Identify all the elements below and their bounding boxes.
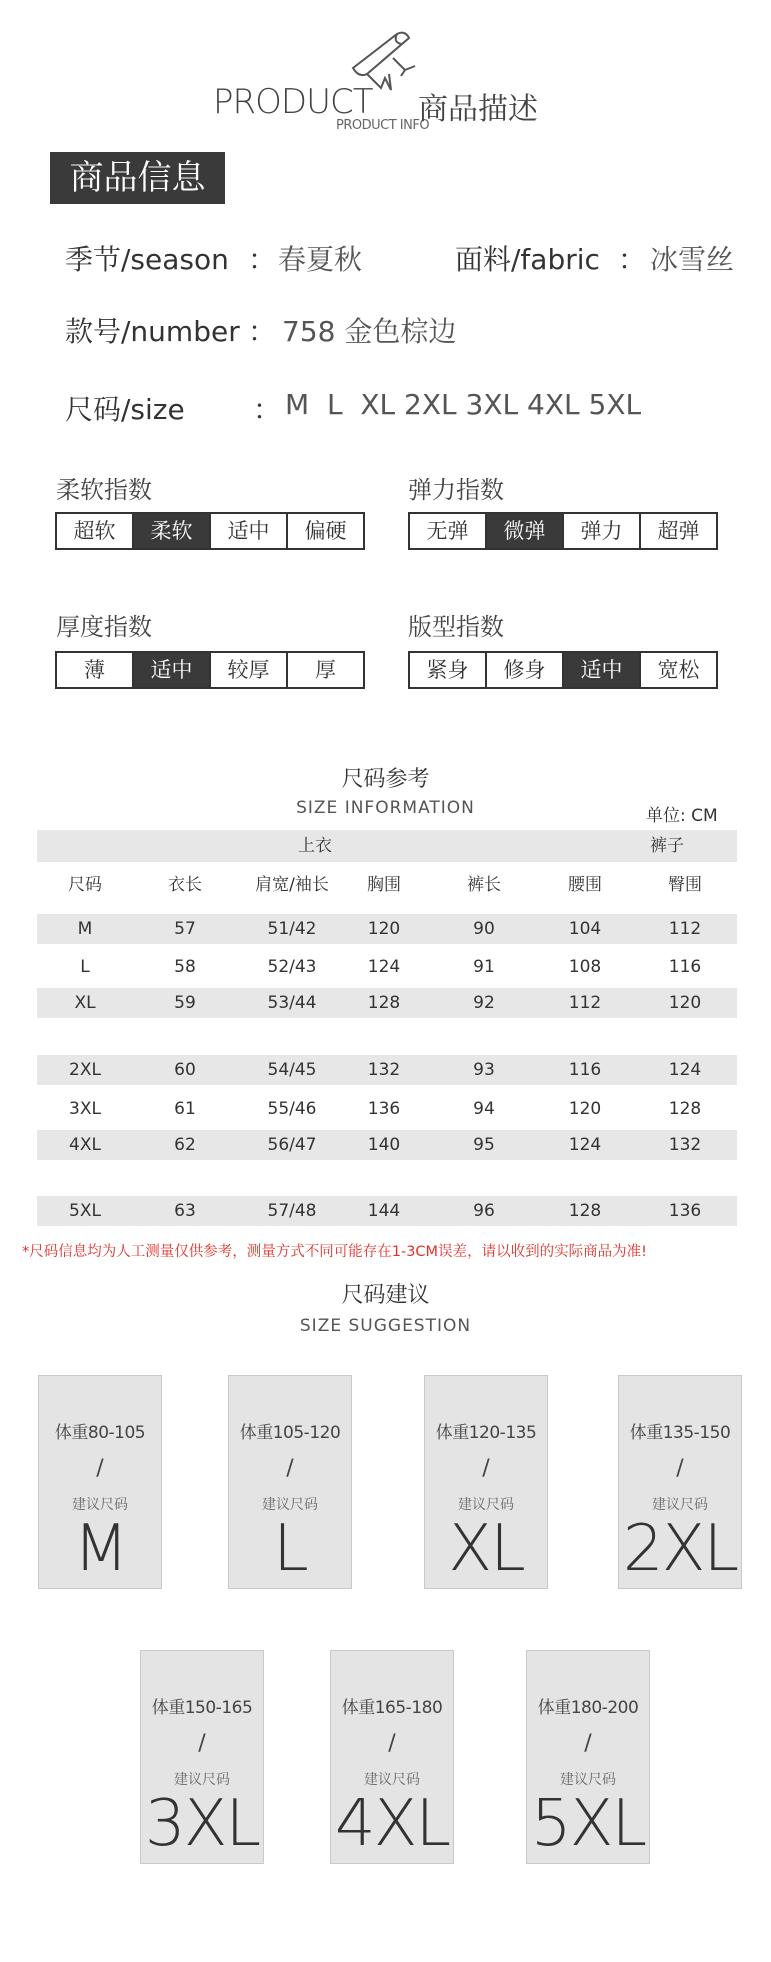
table-cell: 95 [473, 1135, 495, 1155]
card-suggest-label: 建议尺码 [560, 1772, 616, 1788]
table-cell: 93 [473, 1060, 495, 1080]
card-weight: 体重120-135 [435, 1423, 537, 1443]
group-top-label: 上衣 [298, 836, 332, 856]
table-row [37, 1130, 737, 1160]
card-suggest-label: 建议尺码 [174, 1772, 230, 1788]
card-weight: 体重165-180 [341, 1698, 443, 1718]
table-cell: 96 [473, 1201, 495, 1221]
size-table-title: 尺码参考 [341, 767, 430, 792]
thickness-title: 厚度指数 [56, 613, 152, 641]
season-colon: ： [248, 243, 277, 276]
table-row [37, 1055, 737, 1085]
size-card [38, 1375, 162, 1589]
thickness-option: 较厚 [211, 653, 288, 687]
table-cell: 128 [568, 1201, 602, 1221]
number-label: 款号/number [65, 315, 240, 348]
size-card [526, 1650, 650, 1864]
column-header: 尺码 [68, 875, 102, 895]
table-cell: 112 [568, 993, 602, 1013]
table-cell: 59 [174, 993, 196, 1013]
card-weight: 体重180-200 [537, 1698, 639, 1718]
table-cell: 128 [367, 993, 401, 1013]
column-header: 臀围 [668, 875, 702, 895]
fit-title: 版型指数 [408, 613, 504, 641]
table-cell: 4XL [69, 1135, 101, 1155]
table-cell: 2XL [69, 1060, 101, 1080]
column-header: 腰围 [568, 875, 602, 895]
season-label: 季节/season [65, 243, 229, 276]
card-suggest-label: 建议尺码 [652, 1497, 708, 1513]
table-cell: 58 [174, 957, 196, 977]
elasticity-option: 超弹 [657, 519, 700, 543]
table-cell: 108 [568, 957, 602, 977]
fit-option-selected: 适中 [564, 653, 641, 687]
card-suggest-label: 建议尺码 [458, 1497, 514, 1513]
size-card [424, 1375, 548, 1589]
table-cell: 5XL [69, 1201, 101, 1221]
size-card [140, 1650, 264, 1864]
table-cell: 124 [367, 957, 401, 977]
table-cell: 120 [668, 993, 702, 1013]
card-size: 5XL [530, 1787, 646, 1861]
number-colon: ： [248, 315, 277, 348]
size-label: 尺码/size [65, 393, 185, 426]
card-slash: / [584, 1731, 592, 1756]
table-row [37, 1094, 737, 1124]
table-cell: 62 [174, 1135, 196, 1155]
fit-option: 修身 [487, 653, 564, 687]
thickness-option: 薄 [57, 653, 134, 687]
table-row [37, 952, 737, 982]
table-cell: 128 [668, 1099, 702, 1119]
table-row [37, 1196, 737, 1226]
card-size: XL [448, 1512, 524, 1586]
table-cell: 136 [668, 1201, 702, 1221]
table-cell: 60 [174, 1060, 196, 1080]
table-group-header [37, 830, 737, 862]
card-slash: / [388, 1731, 396, 1756]
fit-option: 宽松 [657, 658, 700, 682]
table-cell: M [77, 919, 93, 939]
number-value: 758 金色棕边 [282, 315, 457, 348]
size-table-unit: 单位: CM [646, 806, 718, 826]
table-cell: 90 [473, 919, 495, 939]
table-cell: 124 [668, 1060, 702, 1080]
card-suggest-label: 建议尺码 [262, 1497, 318, 1513]
size-colon: ： [253, 393, 282, 426]
size-card [618, 1375, 742, 1589]
card-suggest-label: 建议尺码 [364, 1772, 420, 1788]
group-bottom-label: 裤子 [650, 836, 684, 856]
table-cell: 51/42 [267, 919, 317, 939]
table-cell: 3XL [69, 1099, 101, 1119]
card-size: 4XL [334, 1787, 450, 1861]
table-cell: 124 [568, 1135, 602, 1155]
softness-option: 超软 [57, 514, 134, 548]
table-cell: 136 [367, 1099, 401, 1119]
card-weight: 体重105-120 [239, 1423, 341, 1443]
table-cell: 132 [367, 1060, 401, 1080]
table-cell: 120 [367, 919, 401, 939]
table-cell: L [80, 957, 90, 977]
column-header: 衣长 [168, 875, 202, 895]
section-tag-product-info: 商品信息 [50, 152, 225, 204]
table-cell: 116 [568, 1060, 602, 1080]
size-card [330, 1650, 454, 1864]
header-product-info: PRODUCT INFO [336, 118, 430, 133]
column-header: 胸围 [367, 875, 401, 895]
card-slash: / [676, 1456, 684, 1481]
elasticity-option-selected: 微弹 [487, 514, 564, 548]
elasticity-option: 无弹 [410, 514, 487, 548]
column-header: 裤长 [467, 875, 501, 895]
softness-option: 适中 [211, 514, 288, 548]
size-card [228, 1375, 352, 1589]
table-column-header [37, 870, 737, 900]
size-table-subtitle: SIZE INFORMATION [296, 798, 475, 818]
elasticity-scale [408, 512, 718, 550]
table-cell: 132 [668, 1135, 702, 1155]
table-cell: 57 [174, 919, 196, 939]
suggestion-subtitle: SIZE SUGGESTION [299, 1316, 472, 1336]
table-cell: 61 [174, 1099, 196, 1119]
softness-title: 柔软指数 [56, 476, 152, 504]
elasticity-title: 弹力指数 [408, 476, 504, 504]
thickness-scale [55, 651, 365, 689]
table-cell: 63 [174, 1201, 196, 1221]
thickness-option: 厚 [315, 658, 336, 682]
table-cell: 94 [473, 1099, 495, 1119]
fit-scale [408, 651, 718, 689]
table-cell: 91 [473, 957, 495, 977]
table-cell: XL [74, 993, 96, 1013]
table-cell: 53/44 [267, 993, 317, 1013]
measurement-note: *尺码信息均为人工测量仅供参考，测量方式不同可能存在1-3CM误差，请以收到的实际商品为准! [22, 1244, 647, 1260]
fit-option: 紧身 [410, 653, 487, 687]
table-cell: 52/43 [267, 957, 317, 977]
fabric-label: 面料/fabric [455, 243, 600, 276]
fabric-colon: ： [618, 243, 647, 276]
card-size: 2XL [622, 1512, 738, 1586]
table-cell: 57/48 [267, 1201, 317, 1221]
card-slash: / [286, 1456, 294, 1481]
card-size: M [73, 1512, 127, 1586]
softness-option-selected: 柔软 [134, 514, 211, 548]
table-cell: 144 [367, 1201, 401, 1221]
table-cell: 104 [568, 919, 602, 939]
card-weight: 体重135-150 [629, 1423, 731, 1443]
card-slash: / [96, 1456, 104, 1481]
softness-option: 偏硬 [304, 519, 347, 543]
table-cell: 92 [473, 993, 495, 1013]
card-suggest-label: 建议尺码 [72, 1497, 128, 1513]
header-product: PRODUCT [213, 82, 373, 122]
header-title-cn: 商品描述 [418, 92, 538, 127]
fabric-value: 冰雪丝 [650, 243, 735, 276]
table-cell: 55/46 [267, 1099, 317, 1119]
card-slash: / [482, 1456, 490, 1481]
card-weight: 体重80-105 [54, 1423, 146, 1443]
softness-scale [55, 512, 365, 550]
table-cell: 112 [668, 919, 702, 939]
table-cell: 120 [568, 1099, 602, 1119]
elasticity-option: 弹力 [564, 514, 641, 548]
suggestion-title: 尺码建议 [341, 1283, 430, 1308]
card-slash: / [198, 1731, 206, 1756]
table-cell: 54/45 [267, 1060, 317, 1080]
thickness-option-selected: 适中 [134, 653, 211, 687]
table-cell: 56/47 [267, 1135, 317, 1155]
table-cell: 116 [668, 957, 702, 977]
table-row [37, 988, 737, 1018]
card-size: 3XL [144, 1787, 260, 1861]
card-weight: 体重150-165 [151, 1698, 253, 1718]
size-value: M L XL 2XL 3XL 4XL 5XL [285, 388, 642, 421]
table-cell: 140 [367, 1135, 401, 1155]
card-size: L [273, 1512, 307, 1586]
season-value: 春夏秋 [278, 243, 363, 276]
table-row [37, 914, 737, 944]
column-header: 肩宽/袖长 [255, 875, 329, 895]
